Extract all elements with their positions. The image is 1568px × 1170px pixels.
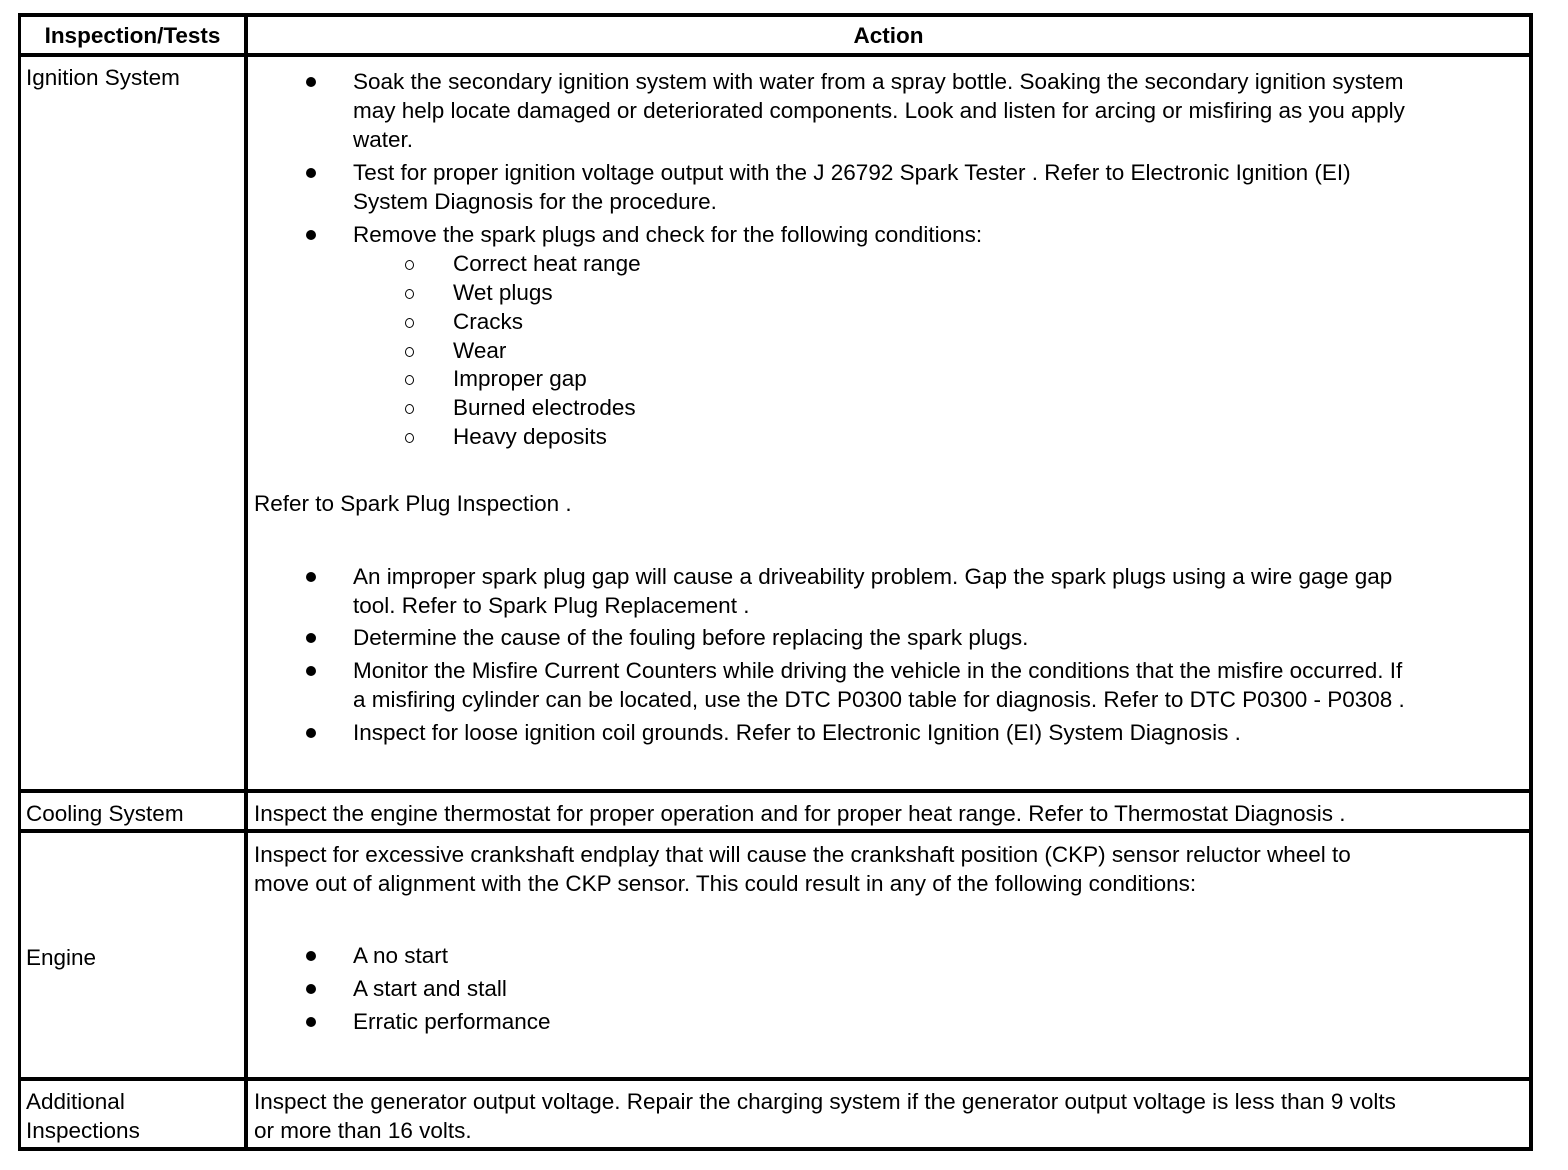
bullet-icon — [306, 633, 316, 643]
table-border-left — [18, 13, 21, 1151]
table-border-right — [1529, 13, 1533, 1151]
sub-bullet-icon — [405, 289, 414, 299]
bullet-icon — [306, 77, 316, 87]
row-label-engine: Engine — [26, 945, 97, 970]
action-text: System Diagnosis for the procedure. — [353, 189, 717, 214]
condition-item: Improper gap — [453, 366, 587, 391]
row-label-inspections: Inspections — [26, 1118, 140, 1143]
sub-bullet-icon — [405, 318, 414, 328]
refer-spark-plug-inspection: Refer to Spark Plug Inspection . — [254, 491, 572, 516]
bullet-icon — [306, 728, 316, 738]
action-text: An improper spark plug gap will cause a driveability problem. Gap the spark plugs using a wire gage gap — [353, 564, 1393, 589]
bullet-icon — [306, 572, 316, 582]
action-text: Inspect the generator output voltage. Repair the charging system if the generator output voltage is less than 9 volts — [254, 1089, 1396, 1114]
condition-item: Cracks — [453, 309, 524, 334]
action-text: Soak the secondary ignition system with water from a spray bottle. Soaking the secondary ignition system — [353, 69, 1404, 94]
sub-bullet-icon — [405, 433, 414, 443]
sub-bullet-icon — [405, 260, 414, 270]
action-text: a misfiring cylinder can be located, use the DTC P0300 table for diagnosis. Refer to DTC P0300 - P0308 . — [353, 687, 1405, 712]
action-text: tool. Refer to Spark Plug Replacement . — [353, 593, 750, 618]
action-text: Monitor the Misfire Current Counters while driving the vehicle in the conditions that the misfire occurred. If — [353, 658, 1403, 683]
bullet-icon — [306, 666, 316, 676]
sub-bullet-icon — [405, 347, 414, 357]
action-text: Inspect for excessive crankshaft endplay that will cause the crankshaft position (CKP) sensor reluctor wheel to — [254, 842, 1351, 867]
action-text: water. — [353, 127, 414, 152]
condition-item: Correct heat range — [453, 251, 641, 276]
bullet-icon — [306, 230, 316, 240]
action-text: Inspect for loose ignition coil grounds. Refer to Electronic Ignition (EI) System Diagnosis . — [353, 720, 1241, 745]
header-action: Action — [853, 23, 924, 48]
condition-item: Erratic performance — [353, 1009, 551, 1034]
condition-item: A start and stall — [353, 976, 507, 1001]
condition-item: Burned electrodes — [453, 395, 636, 420]
condition-item: A no start — [353, 943, 449, 968]
action-text: Remove the spark plugs and check for the following conditions: — [353, 222, 983, 247]
sub-bullet-icon — [405, 404, 414, 414]
action-text: or more than 16 volts. — [254, 1118, 472, 1143]
action-text: may help locate damaged or deteriorated components. Look and listen for arcing or misfiring as you apply — [353, 98, 1405, 123]
header-inspection-tests: Inspection/Tests — [44, 23, 221, 48]
action-text: move out of alignment with the CKP sensor. This could result in any of the following conditions: — [254, 871, 1197, 896]
column-divider — [244, 13, 248, 1151]
condition-item: Heavy deposits — [453, 424, 607, 449]
condition-item: Wear — [453, 338, 507, 363]
bullet-icon — [306, 984, 316, 994]
bullet-icon — [306, 1017, 316, 1027]
row-label-cooling-system: Cooling System — [26, 801, 184, 826]
action-text: Test for proper ignition voltage output with the J 26792 Spark Tester . Refer to Electronic Ignition (EI) — [353, 160, 1351, 185]
sub-bullet-icon — [405, 375, 414, 385]
row-label-ignition-system: Ignition System — [26, 65, 180, 90]
row-label-additional: Additional — [26, 1089, 125, 1114]
action-text: Determine the cause of the fouling before replacing the spark plugs. — [353, 625, 1029, 650]
bullet-icon — [306, 168, 316, 178]
bullet-icon — [306, 951, 316, 961]
action-text: Inspect the engine thermostat for proper operation and for proper heat range. Refer to Thermostat Diagnosis . — [254, 801, 1346, 826]
condition-item: Wet plugs — [453, 280, 553, 305]
